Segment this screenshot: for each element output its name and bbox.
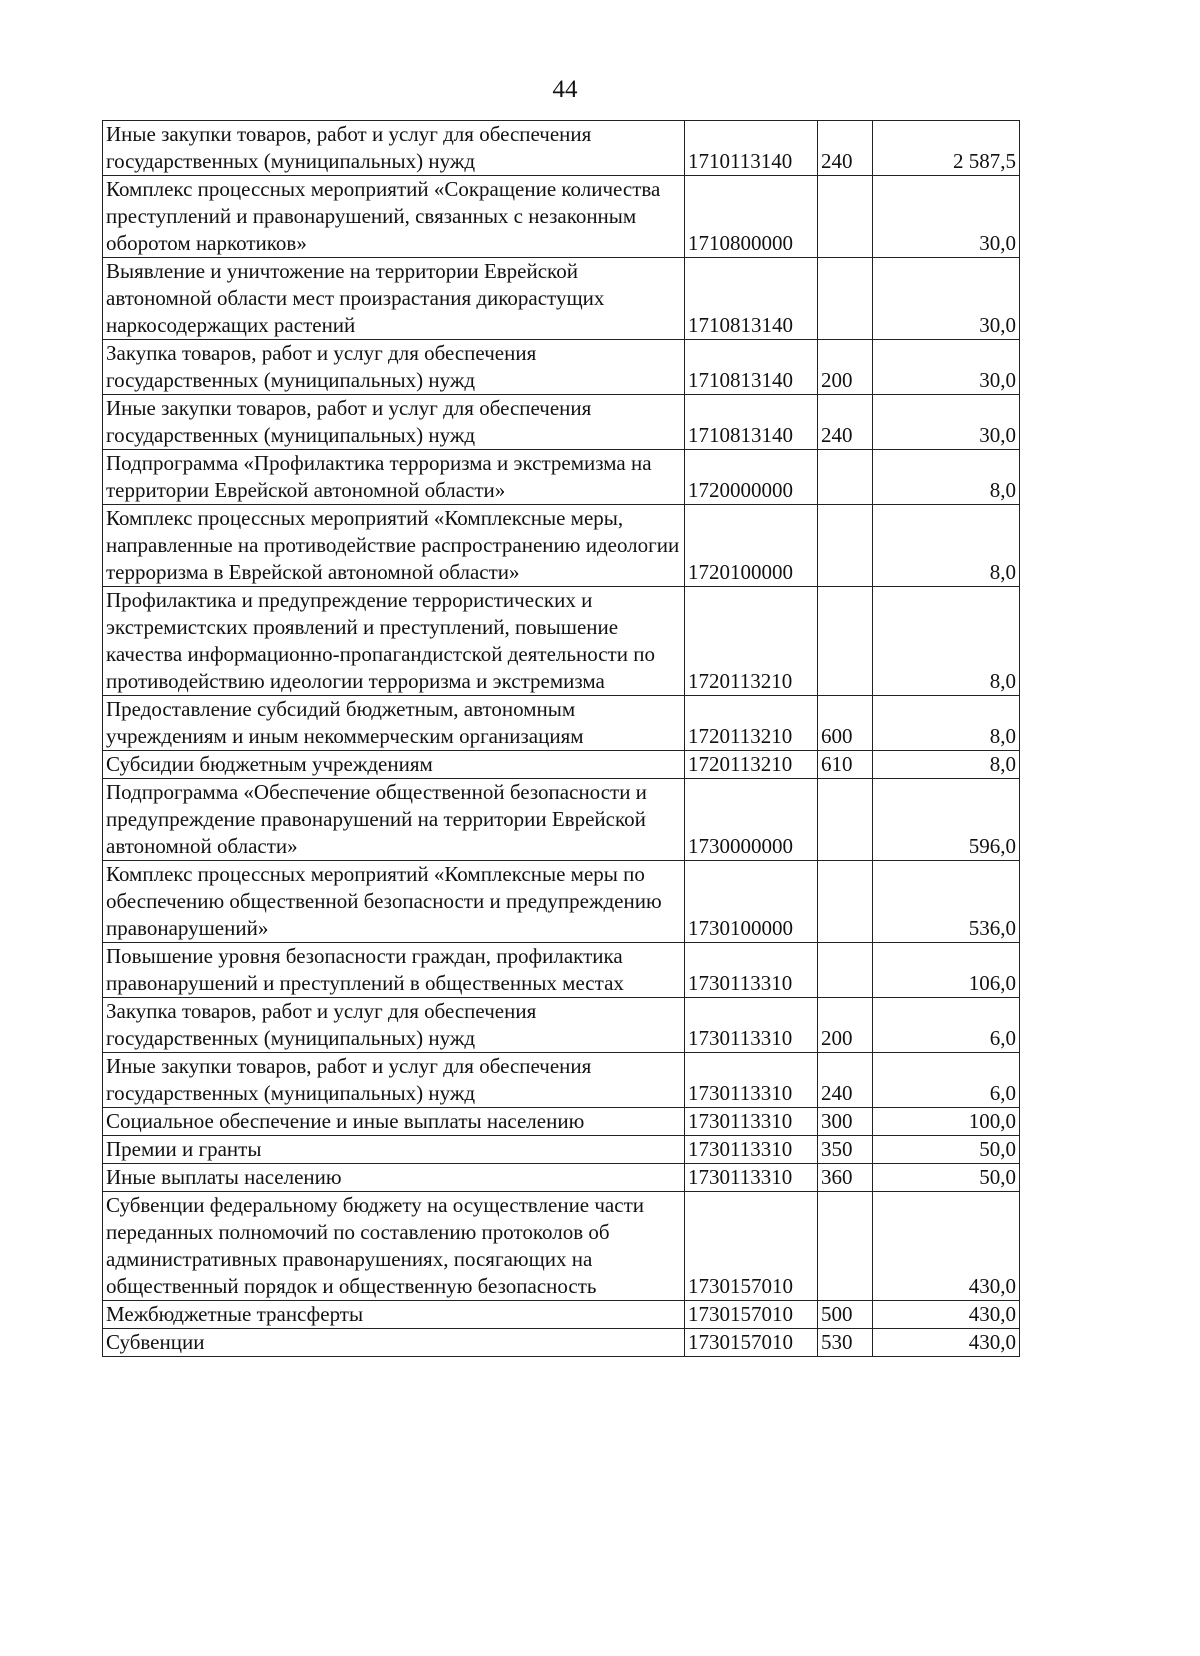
row-amount-cell: 430,0 xyxy=(873,1192,1020,1301)
row-expense-type-cell: 350 xyxy=(818,1136,873,1164)
row-name-cell: Профилактика и предупреждение террористических и экстремистских проявлений и преступлений, повышение качества информационно-пропагандистской деятельности по противодействию идеологии терроризма и экстремизма xyxy=(103,587,685,696)
row-amount-cell: 6,0 xyxy=(873,1053,1020,1108)
row-code-cell: 1720113210 xyxy=(685,696,818,751)
table-row xyxy=(103,696,1020,751)
row-amount-cell: 430,0 xyxy=(873,1301,1020,1329)
row-expense-type-cell: 200 xyxy=(818,340,873,395)
row-name-cell: Комплекс процессных мероприятий «Комплексные меры, направленные на противодействие распространению идеологии терроризма в Еврейской автономной области» xyxy=(103,505,685,587)
table-row xyxy=(103,1053,1020,1108)
row-name-cell: Иные закупки товаров, работ и услуг для обеспечения государственных (муниципальных) нужд xyxy=(103,1053,685,1108)
row-amount-cell: 30,0 xyxy=(873,340,1020,395)
row-code-cell: 1730113310 xyxy=(685,943,818,998)
row-code-cell: 1720113210 xyxy=(685,751,818,779)
table-row xyxy=(103,943,1020,998)
row-amount-cell: 100,0 xyxy=(873,1108,1020,1136)
row-code-cell: 1710813140 xyxy=(685,340,818,395)
row-amount-cell: 8,0 xyxy=(873,587,1020,696)
row-amount-cell: 2 587,5 xyxy=(873,121,1020,176)
table-row xyxy=(103,176,1020,258)
table-row xyxy=(103,861,1020,943)
row-expense-type-cell: 360 xyxy=(818,1164,873,1192)
table-row xyxy=(103,1164,1020,1192)
table-row xyxy=(103,450,1020,505)
table-row xyxy=(103,751,1020,779)
table-row xyxy=(103,340,1020,395)
budget-table xyxy=(102,120,1020,1357)
row-code-cell: 1720100000 xyxy=(685,505,818,587)
row-code-cell: 1730157010 xyxy=(685,1301,818,1329)
table-row xyxy=(103,587,1020,696)
row-expense-type-cell: 530 xyxy=(818,1329,873,1357)
row-amount-cell: 30,0 xyxy=(873,176,1020,258)
row-expense-type-cell xyxy=(818,779,873,861)
row-expense-type-cell: 610 xyxy=(818,751,873,779)
row-amount-cell: 596,0 xyxy=(873,779,1020,861)
row-expense-type-cell: 600 xyxy=(818,696,873,751)
row-amount-cell: 6,0 xyxy=(873,998,1020,1053)
row-expense-type-cell xyxy=(818,1192,873,1301)
row-expense-type-cell xyxy=(818,943,873,998)
row-amount-cell: 30,0 xyxy=(873,258,1020,340)
table-row xyxy=(103,1301,1020,1329)
row-name-cell: Социальное обеспечение и иные выплаты населению xyxy=(103,1108,685,1136)
row-amount-cell: 536,0 xyxy=(873,861,1020,943)
table-row xyxy=(103,1329,1020,1357)
row-name-cell: Иные выплаты населению xyxy=(103,1164,685,1192)
row-code-cell: 1730113310 xyxy=(685,998,818,1053)
row-name-cell: Комплекс процессных мероприятий «Комплексные меры по обеспечению общественной безопасности и предупреждению правонарушений» xyxy=(103,861,685,943)
table-row xyxy=(103,1108,1020,1136)
row-code-cell: 1720113210 xyxy=(685,587,818,696)
table-row xyxy=(103,505,1020,587)
row-expense-type-cell: 500 xyxy=(818,1301,873,1329)
row-expense-type-cell: 240 xyxy=(818,395,873,450)
row-name-cell: Иные закупки товаров, работ и услуг для обеспечения государственных (муниципальных) нужд xyxy=(103,121,685,176)
row-name-cell: Выявление и уничтожение на территории Еврейской автономной области мест произрастания дикорастущих наркосодержащих растений xyxy=(103,258,685,340)
row-amount-cell: 8,0 xyxy=(873,505,1020,587)
row-expense-type-cell xyxy=(818,505,873,587)
row-amount-cell: 50,0 xyxy=(873,1136,1020,1164)
row-amount-cell: 8,0 xyxy=(873,751,1020,779)
row-code-cell: 1730157010 xyxy=(685,1192,818,1301)
row-amount-cell: 430,0 xyxy=(873,1329,1020,1357)
row-name-cell: Субсидии бюджетным учреждениям xyxy=(103,751,685,779)
row-name-cell: Закупка товаров, работ и услуг для обеспечения государственных (муниципальных) нужд xyxy=(103,998,685,1053)
row-expense-type-cell xyxy=(818,861,873,943)
row-name-cell: Субвенции федеральному бюджету на осуществление части переданных полномочий по составлению протоколов об административных правонарушениях, посягающих на общественный порядок и общественную безопасность xyxy=(103,1192,685,1301)
row-code-cell: 1710800000 xyxy=(685,176,818,258)
row-amount-cell: 30,0 xyxy=(873,395,1020,450)
table-row xyxy=(103,779,1020,861)
row-code-cell: 1730113310 xyxy=(685,1164,818,1192)
row-code-cell: 1730000000 xyxy=(685,779,818,861)
row-name-cell: Комплекс процессных мероприятий «Сокращение количества преступлений и правонарушений, связанных с незаконным оборотом наркотиков» xyxy=(103,176,685,258)
table-row xyxy=(103,1192,1020,1301)
row-name-cell: Подпрограмма «Обеспечение общественной безопасности и предупреждение правонарушений на территории Еврейской автономной области» xyxy=(103,779,685,861)
row-expense-type-cell: 240 xyxy=(818,121,873,176)
row-expense-type-cell: 300 xyxy=(818,1108,873,1136)
row-name-cell: Межбюджетные трансферты xyxy=(103,1301,685,1329)
row-expense-type-cell xyxy=(818,587,873,696)
row-code-cell: 1720000000 xyxy=(685,450,818,505)
row-name-cell: Подпрограмма «Профилактика терроризма и экстремизма на территории Еврейской автономной области» xyxy=(103,450,685,505)
row-code-cell: 1730113310 xyxy=(685,1108,818,1136)
row-expense-type-cell xyxy=(818,450,873,505)
table-row xyxy=(103,998,1020,1053)
page-number: 44 xyxy=(552,76,578,103)
row-code-cell: 1710813140 xyxy=(685,258,818,340)
table-row xyxy=(103,1136,1020,1164)
row-name-cell: Повышение уровня безопасности граждан, профилактика правонарушений и преступлений в общественных местах xyxy=(103,943,685,998)
row-name-cell: Премии и гранты xyxy=(103,1136,685,1164)
row-amount-cell: 50,0 xyxy=(873,1164,1020,1192)
row-expense-type-cell: 200 xyxy=(818,998,873,1053)
table-row xyxy=(103,258,1020,340)
row-code-cell: 1730113310 xyxy=(685,1136,818,1164)
table-row xyxy=(103,395,1020,450)
row-amount-cell: 8,0 xyxy=(873,450,1020,505)
row-expense-type-cell xyxy=(818,176,873,258)
row-amount-cell: 8,0 xyxy=(873,696,1020,751)
row-amount-cell: 106,0 xyxy=(873,943,1020,998)
row-name-cell: Субвенции xyxy=(103,1329,685,1357)
row-code-cell: 1730113310 xyxy=(685,1053,818,1108)
row-expense-type-cell: 240 xyxy=(818,1053,873,1108)
row-name-cell: Иные закупки товаров, работ и услуг для обеспечения государственных (муниципальных) нужд xyxy=(103,395,685,450)
row-code-cell: 1710813140 xyxy=(685,395,818,450)
row-code-cell: 1710113140 xyxy=(685,121,818,176)
row-code-cell: 1730100000 xyxy=(685,861,818,943)
row-name-cell: Закупка товаров, работ и услуг для обеспечения государственных (муниципальных) нужд xyxy=(103,340,685,395)
row-name-cell: Предоставление субсидий бюджетным, автономным учреждениям и иным некоммерческим организациям xyxy=(103,696,685,751)
table-row xyxy=(103,121,1020,176)
budget-table-body xyxy=(103,121,1020,1357)
row-expense-type-cell xyxy=(818,258,873,340)
row-code-cell: 1730157010 xyxy=(685,1329,818,1357)
